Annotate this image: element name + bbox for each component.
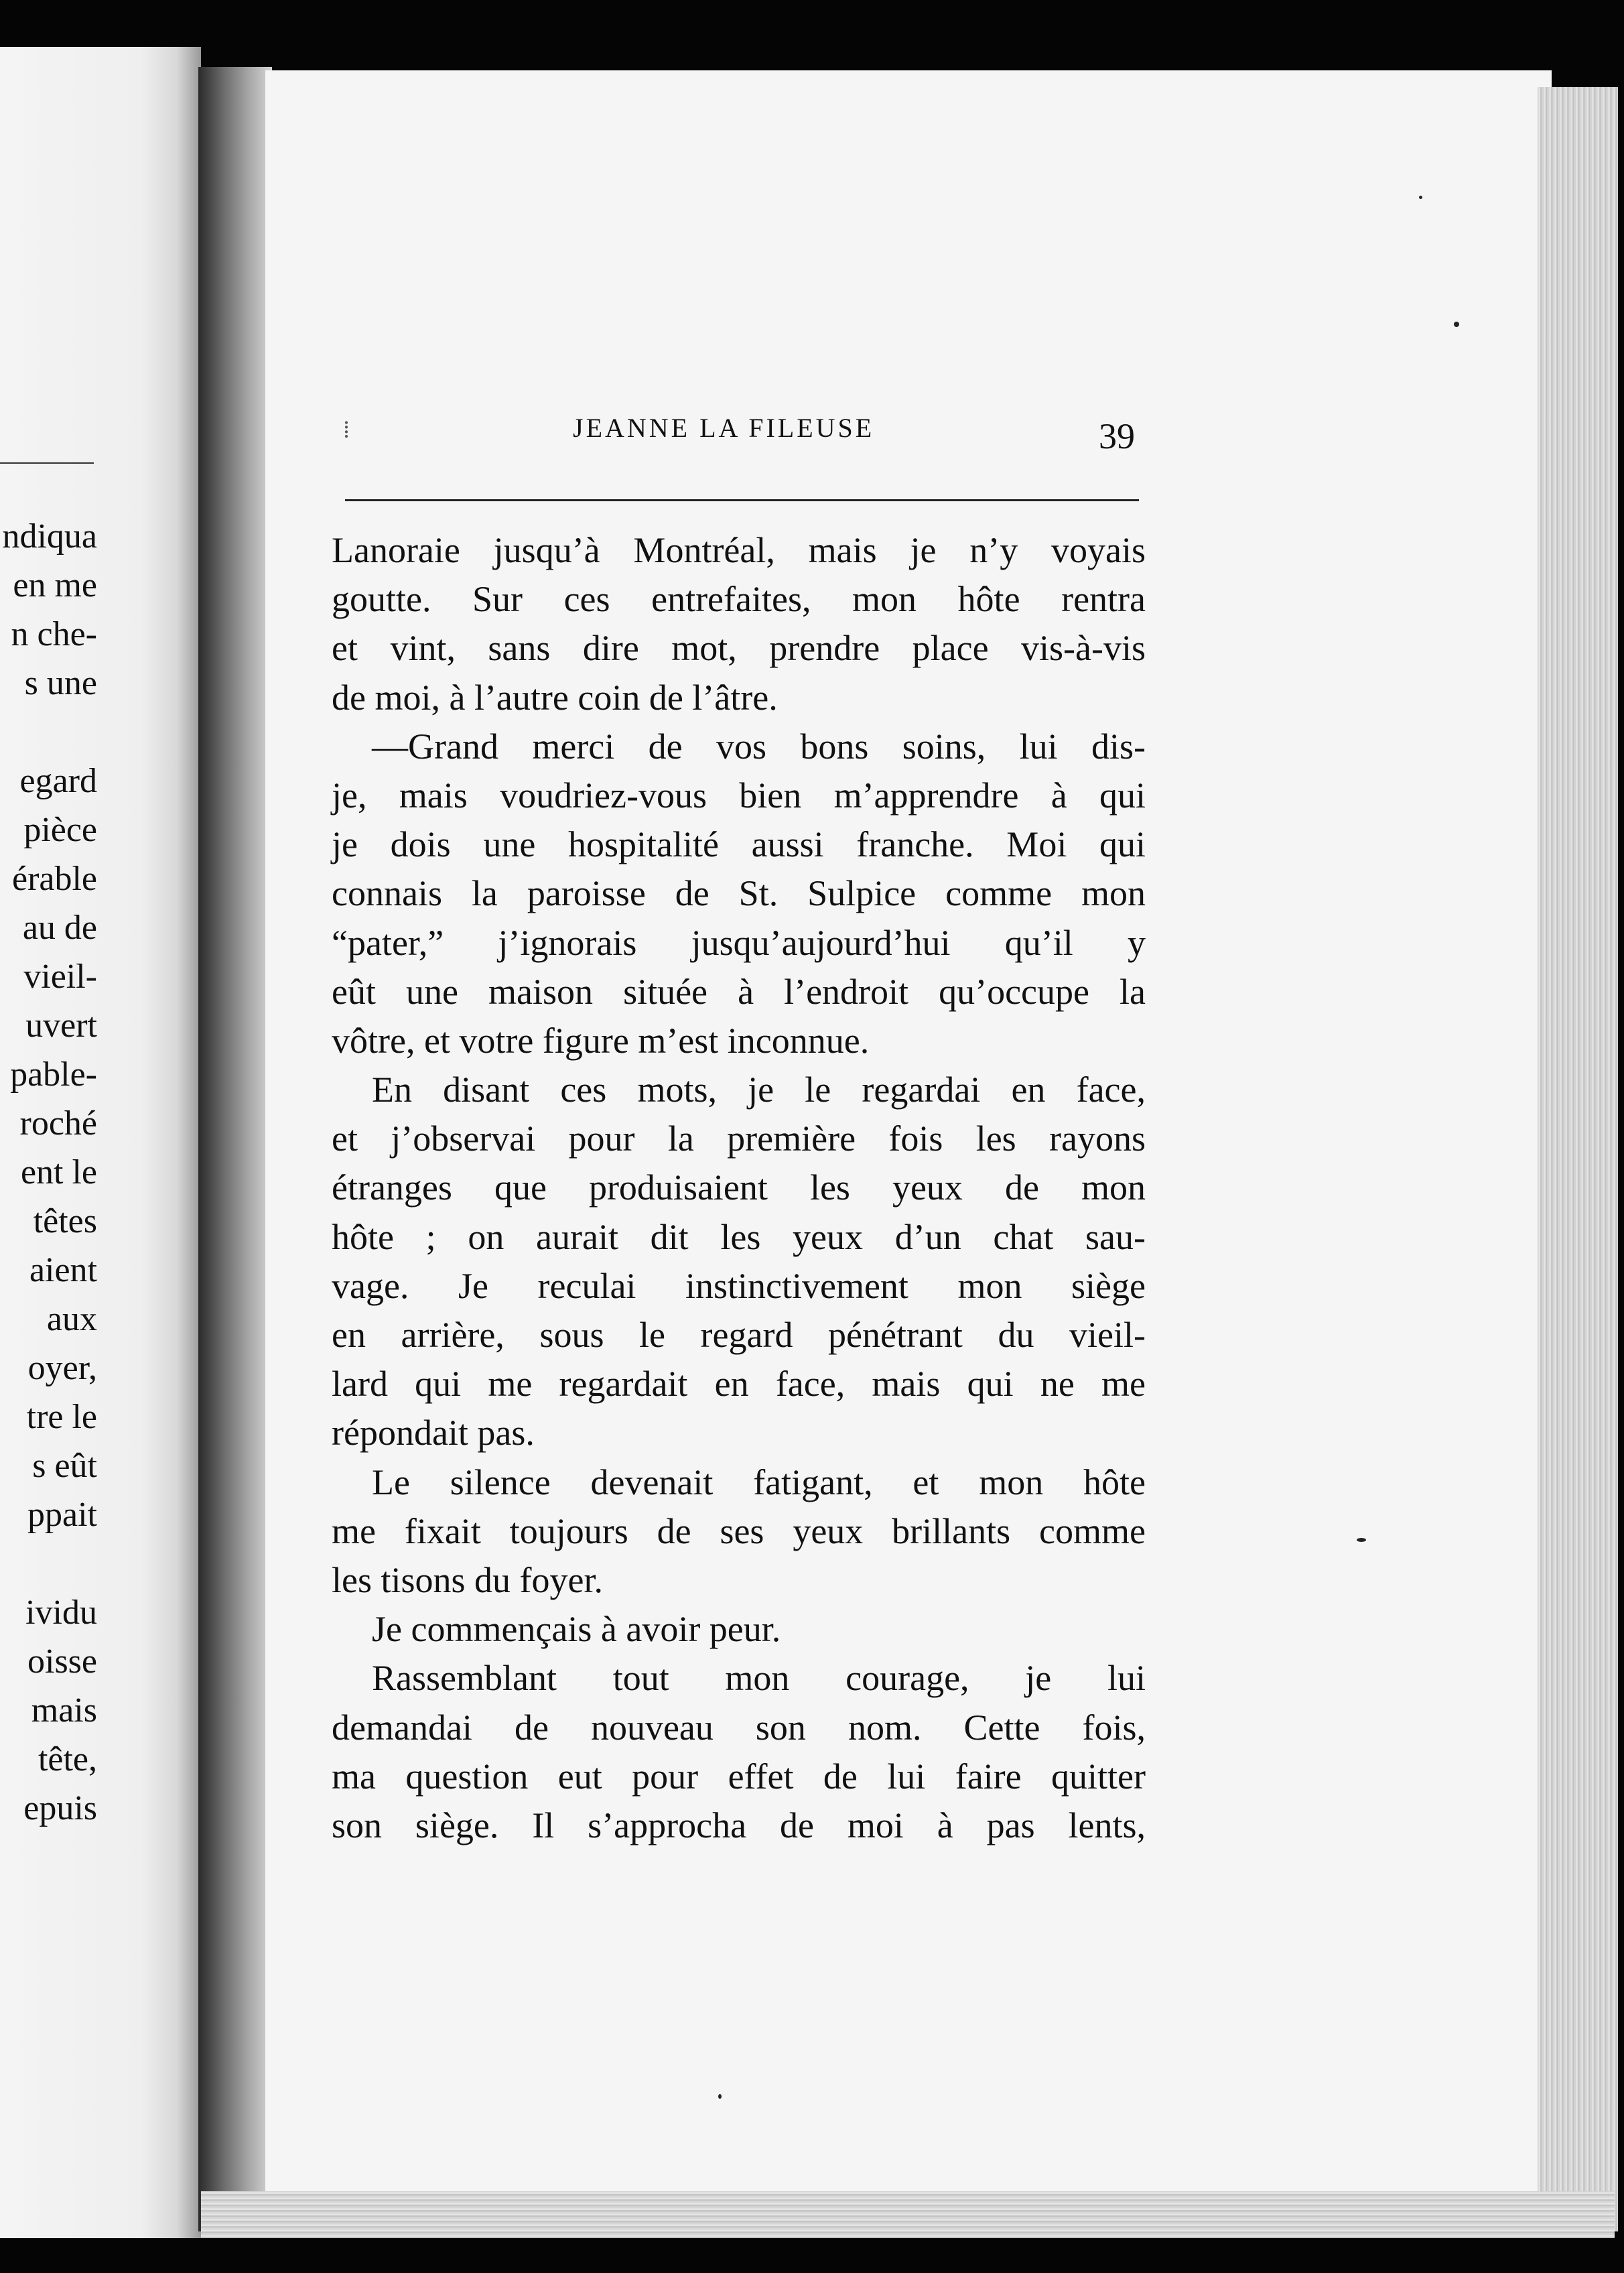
scan-speck [718, 2094, 722, 2099]
text-line: lard qui me regardait en face, mais qui ne me [332, 1364, 1146, 1405]
text-line: en arrière, sous le regard pénétrant du vieil- [332, 1315, 1146, 1355]
text-line: goutte. Sur ces entrefaites, mon hôte rentra [332, 579, 1146, 620]
left-page-fragment: s une [24, 664, 97, 702]
text-line: vôtre, et votre figure m’est inconnue. [332, 1020, 870, 1061]
page-number: 39 [1099, 416, 1135, 456]
left-page-fragment: ndiqua [2, 517, 97, 556]
text-line: répondait pas. [332, 1413, 535, 1453]
text-line: les tisons du foyer. [332, 1559, 603, 1600]
page-bottom-edges [201, 2191, 1615, 2238]
scan-speck [1357, 1538, 1366, 1542]
left-page-fragment: uvert [25, 1006, 97, 1045]
scan-speck [1419, 196, 1422, 199]
left-page-fragment: aux [46, 1300, 97, 1338]
left-page-fragment: ppait [27, 1496, 97, 1534]
body-text [332, 526, 1146, 1850]
text-line: connais la paroisse de St. Sulpice comme mon [332, 873, 1146, 914]
left-page-fragment: aient [29, 1251, 97, 1289]
left-page-fragment: ividu [25, 1594, 97, 1632]
text-line: et j’observai pour la première fois les rayons [332, 1118, 1146, 1159]
left-page-rule [0, 462, 94, 464]
running-head-title: JEANNE LA FILEUSE [573, 413, 875, 443]
text-line: “pater,” j’ignorais jusqu’aujourd’hui qu’il y [332, 922, 1146, 963]
text-line: demandai de nouveau son nom. Cette fois, [332, 1707, 1146, 1748]
text-line: son siège. Il s’approcha de moi à pas lents, [332, 1805, 1146, 1845]
left-page [0, 47, 201, 2238]
book-gutter [198, 67, 272, 2231]
text-line: —Grand merci de vos bons soins, lui dis- [372, 726, 1146, 767]
text-line: ma question eut pour effet de lui faire quitter [332, 1756, 1146, 1797]
left-page-fragment: tre le [26, 1398, 97, 1436]
left-page-fragment: n che- [11, 615, 97, 653]
text-line: Rassemblant tout mon courage, je lui [372, 1658, 1146, 1699]
left-page-fragment: ent le [20, 1153, 97, 1191]
text-line: je, mais voudriez-vous bien m’apprendre à qui [332, 775, 1146, 816]
left-page-fragment: tête, [38, 1740, 97, 1778]
text-line: étranges que produisaient les yeux de mon [332, 1167, 1146, 1208]
text-line: vage. Je reculai instinctivement mon siège [332, 1265, 1146, 1306]
left-page-fragment: oyer, [27, 1349, 97, 1387]
scan-speck [1454, 322, 1459, 327]
left-page-fragment: pièce [23, 811, 97, 849]
left-page-fragment: mais [31, 1691, 97, 1730]
text-line: Le silence devenait fatigant, et mon hôte [372, 1462, 1146, 1502]
left-page-fragment: pable- [10, 1055, 97, 1094]
text-line: de moi, à l’autre coin de l’âtre. [332, 677, 778, 718]
left-page-fragment: vieil- [23, 958, 97, 996]
text-line: et vint, sans dire mot, prendre place vis-à-vis [332, 628, 1146, 669]
left-page-fragment: roché [19, 1104, 97, 1143]
header-rule [345, 499, 1139, 501]
left-page-fragment: s eût [32, 1447, 97, 1485]
text-line: je dois une hospitalité aussi franche. Moi qui [332, 824, 1146, 865]
left-page-fragment: epuis [23, 1789, 97, 1827]
text-line: eût une maison située à l’endroit qu’occupe la [332, 971, 1146, 1012]
left-page-fragment: au de [22, 909, 97, 947]
text-line: me fixait toujours de ses yeux brillants comme [332, 1510, 1146, 1551]
text-line: Lanoraie jusqu’à Montréal, mais je n’y voyais [332, 530, 1146, 570]
left-page-fragment: têtes [33, 1202, 97, 1240]
left-page-fragment: érable [11, 860, 97, 898]
text-line: En disant ces mots, je le regardai en face, [372, 1069, 1146, 1110]
left-page-fragment: en me [13, 566, 97, 604]
page-edges [1538, 87, 1618, 2231]
margin-mark: ⁞ [343, 416, 350, 443]
text-line: Je commençais à avoir peur. [372, 1609, 781, 1650]
text-line: hôte ; on aurait dit les yeux d’un chat sau- [332, 1216, 1146, 1257]
left-page-fragment: egard [19, 762, 97, 800]
left-page-fragment: oisse [27, 1642, 97, 1681]
